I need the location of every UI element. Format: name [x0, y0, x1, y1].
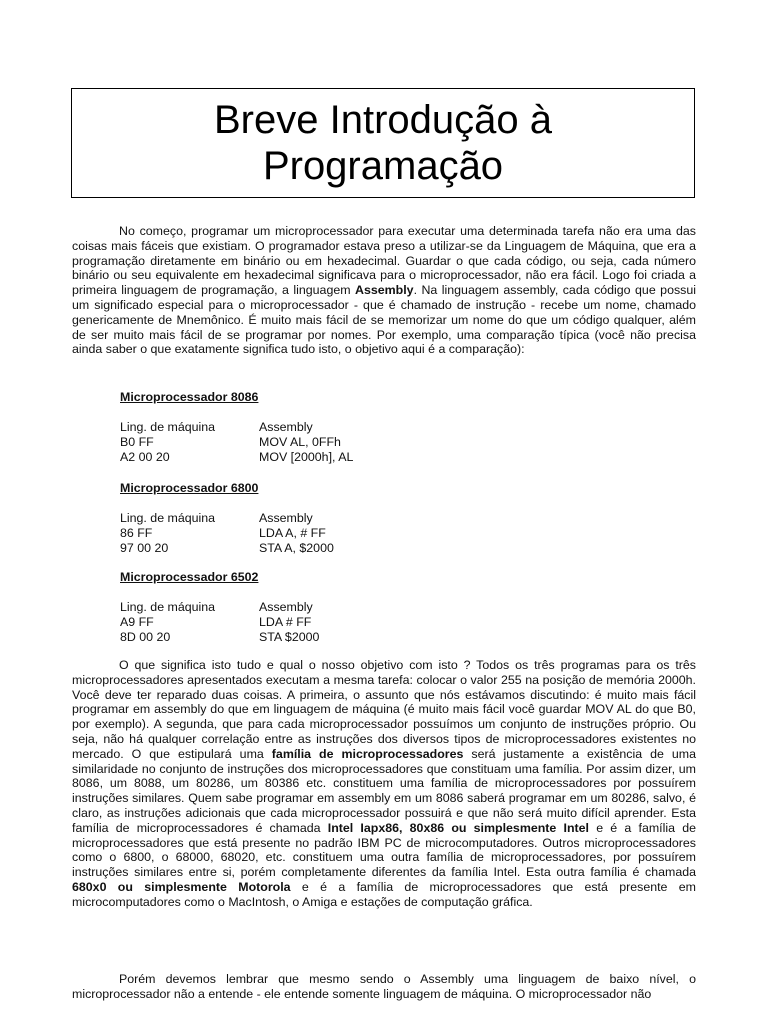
- paragraph-families-text-2: será justamente a existência de uma similaridade no conjunto de instruções dos microprocessadores que constituam uma família. Por assim dizer, um 8086, um 8088, um 80286, um 80386 etc. constituem uma família de microprocessadores por possuírem instruções similares. Quem sabe programar em assembly em um 8086 saberá programar em um 80286, salvo, é claro, as instruções adicionais que cada microprocessador possuirá e que não será muito difícil aprender. Esta família de microprocessadores é chamada: [72, 746, 696, 835]
- section-8086: [120, 390, 520, 465]
- paragraph-low-level-text: Porém devemos lembrar que mesmo sendo o Assembly uma linguagem de baixo nível, o microprocessador não a entende - ele entende somente linguagem de máquina. O microprocessador não: [72, 972, 696, 1001]
- assembly-column-header: Assembly: [259, 420, 313, 434]
- code-row: [120, 435, 520, 450]
- assembly-column-header: Assembly: [259, 511, 313, 525]
- paragraph-families-text-1: O que significa isto tudo e qual o nosso objetivo com isto ? Todos os três programas para os três microprocessadores apresentados executam a mesma tarefa: colocar o valor 255 na posição de memória 2000h. Você deve ter reparado duas coisas. A primeira, o assunto que nós estávamos discutindo: é muito mais fácil programar em assembly do que em linguagem de máquina (é muito mais fácil você guardar MOV AL do que B0, por exemplo). A segunda, que para cada microprocessador possuímos um conjunto de instruções próprio. Ou seja, não há qualquer correlação entre as instruções dos diversos tipos de microprocessadores existentes no mercado. O que estipulará uma: [72, 658, 696, 761]
- code-header-row: [120, 511, 520, 526]
- code-header-row: [120, 600, 520, 615]
- section-heading: Microprocessador 6800: [120, 481, 259, 495]
- code-row: [120, 526, 520, 541]
- section-heading: Microprocessador 8086: [120, 390, 259, 404]
- paragraph-families-bold-3: 680x0 ou simplesmente Motorola: [72, 879, 291, 894]
- paragraph-intro-bold-assembly: Assembly: [355, 283, 414, 298]
- paragraph-families-bold-1: família de microprocessadores: [271, 746, 464, 761]
- title-line-1: Breve Introdução à: [214, 98, 552, 142]
- machine-column-header: Ling. de máquina: [120, 600, 216, 614]
- machine-code: B0 FF: [120, 435, 154, 449]
- title-line-2: Programação: [262, 144, 504, 188]
- paragraph-intro-text-1: No começo, programar um microprocessador para executar uma determinada tarefa não era uma das coisas mais fáceis que existiam. O programador estava preso a utilizar-se da Linguagem de Máquina, que era a programação diretamente em binário ou em hexadecimal. Guardar o que cada código, ou seja, cada número binário ou seu equivalente em hexadecimal significava para o microprocessador, não era fácil. Logo foi criada a primeira linguagem de programação, a linguagem: [72, 224, 696, 298]
- machine-code: 97 00 20: [120, 541, 169, 555]
- paragraph-intro: [72, 224, 696, 357]
- machine-column-header: Ling. de máquina: [120, 420, 216, 434]
- assembly-code: STA $2000: [259, 630, 320, 644]
- code-table: [120, 420, 520, 465]
- assembly-code: LDA # FF: [259, 615, 312, 629]
- assembly-column-header: Assembly: [259, 600, 313, 614]
- code-row: [120, 615, 520, 630]
- title-box: [71, 88, 695, 198]
- section-6800: [120, 481, 520, 556]
- paragraph-families-text-4: e é a família de microprocessadores que está presente em microcomputadores como o MacIntosh, o Amiga e estações de computação gráfica.: [72, 879, 696, 909]
- assembly-code: MOV AL, 0FFh: [259, 435, 341, 449]
- section-6502: [120, 570, 520, 645]
- paragraph-families: [72, 658, 696, 910]
- code-row: [120, 630, 520, 645]
- code-table: [120, 600, 520, 645]
- assembly-code: STA A, $2000: [259, 541, 334, 555]
- paragraph-families-text-3: e é a família de microprocessadores que está presente no padrão IBM PC de microcomputadores. Outros microprocessadores como o 6800, o 68000, 68020, etc. constituem uma outra família de microprocessadores, por possuírem instruções similares entre si, porém completamente diferentes da família Intel. Esta outra família é chamada: [72, 820, 696, 880]
- section-heading: Microprocessador 6502: [120, 570, 259, 584]
- assembly-code: MOV [2000h], AL: [259, 450, 354, 464]
- code-header-row: [120, 420, 520, 435]
- paragraph-intro-text-2: . Na linguagem assembly, cada código que possui um significado especial para o microprocessador - que é chamado de instrução - recebe um nome, chamado genericamente de Mnemônico. É muito mais fácil de se memorizar um nome do que um código qualquer, além de ser muito mais fácil de se programar por nomes. Por exemplo, uma comparação típica (você não precisa ainda saber o que exatamente significa tudo isto, o objetivo aqui é a comparação):: [72, 283, 696, 357]
- paragraph-families-bold-2: Intel Iapx86, 80x86 ou simplesmente Intel: [327, 820, 589, 835]
- code-row: [120, 450, 520, 465]
- machine-code: 86 FF: [120, 526, 153, 540]
- machine-code: A2 00 20: [120, 450, 170, 464]
- machine-code: A9 FF: [120, 615, 154, 629]
- machine-column-header: Ling. de máquina: [120, 511, 216, 525]
- machine-code: 8D 00 20: [120, 630, 171, 644]
- assembly-code: LDA A, # FF: [259, 526, 326, 540]
- code-table: [120, 511, 520, 556]
- code-row: [120, 541, 520, 556]
- paragraph-low-level: [72, 972, 696, 1002]
